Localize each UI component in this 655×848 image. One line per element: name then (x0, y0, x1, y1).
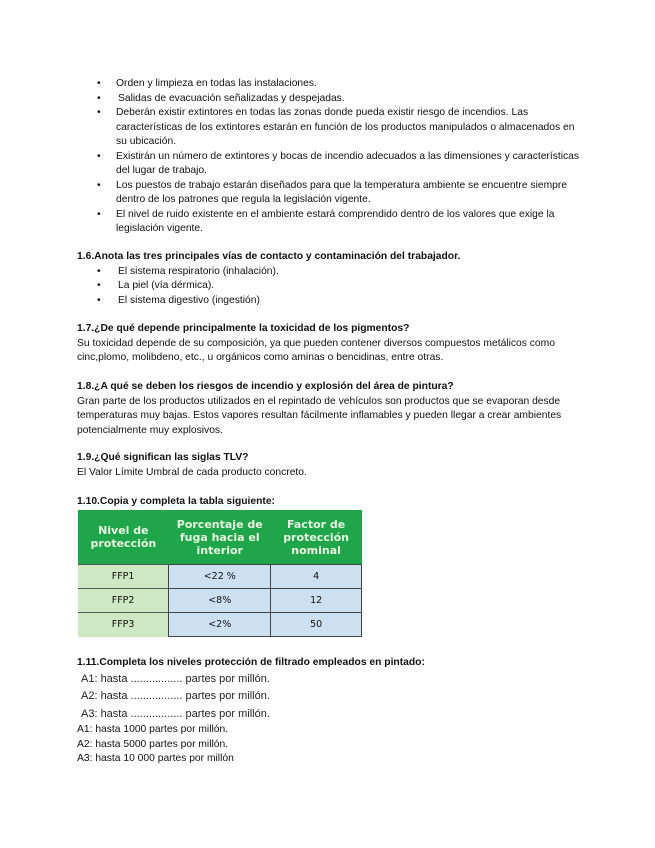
table-cell: FFP3 (78, 613, 169, 637)
section-1-7 (77, 322, 587, 366)
table-header: Porcentaje de fuga hacia el interior (169, 510, 271, 565)
table-cell: 12 (271, 589, 362, 613)
section-1-11 (77, 656, 587, 767)
prompt-line: A3: hasta ................. partes por millón. (81, 707, 270, 720)
section-1-9 (77, 451, 587, 480)
table-cell: <8% (169, 589, 271, 613)
table-cell: <22 % (169, 565, 271, 589)
answer-line: A1: hasta 1000 partes por millón. (77, 724, 229, 735)
list-item: • El sistema respiratorio (inhalación). (77, 265, 587, 280)
list-item: • Orden y limpieza en todas las instalaciones. (77, 77, 587, 92)
bullet-list-safety (77, 77, 587, 237)
list-item: • Deberán existir extintores en todas las zonas donde pueda existir riesgo de incendios. Las características de los extintores estarán en función de los productos manipulados o almacenados en su ubicación. (77, 106, 587, 150)
list-item: • El nivel de ruido existente en el ambiente estará comprendido dentro de los valores que exige la legislación vigente. (77, 208, 587, 237)
list-item: • Los puestos de trabajo estarán diseñados para que la temperatura ambiente se encuentre siempre dentro de los patrones que regula la legislación vigente. (77, 179, 587, 208)
prompt-line: A1: hasta ................. partes por millón. (81, 672, 270, 685)
table-cell: 50 (271, 613, 362, 637)
table-cell: FFP2 (78, 589, 169, 613)
protection-table (78, 510, 362, 637)
section-heading: 1.6.Anota las tres principales vías de contacto y contaminación del trabajador. (77, 251, 461, 262)
table-header: Factor de protección nominal (271, 510, 362, 565)
answer-line: A3: hasta 10 000 partes por millón (77, 753, 234, 764)
prompt-line: A2: hasta ................. partes por millón. (81, 690, 270, 702)
section-1-10 (77, 495, 587, 510)
section-heading: 1.11.Completa los niveles protección de filtrado empleados en pintado: (77, 657, 425, 668)
table-header: Nivel de protección (78, 510, 169, 565)
table-cell: 4 (271, 565, 362, 589)
list-item: • El sistema digestivo (ingestión) (77, 294, 587, 309)
section-heading: 1.8.¿A qué se deben los riesgos de incendio y explosión del área de pintura? (77, 381, 454, 392)
list-item: • Existirán un número de extintores y bocas de incendio adecuados a las dimensiones y características del lugar de trabajo. (77, 150, 587, 179)
list-item: • Salidas de evacuación señalizadas y despejadas. (77, 92, 587, 107)
section-1-8 (77, 380, 587, 438)
table-cell: FFP1 (78, 565, 169, 589)
table-row (78, 613, 362, 637)
answer-line: A2: hasta 5000 partes por millón. (77, 738, 229, 750)
section-heading: 1.7.¿De qué depende principalmente la toxicidad de los pigmentos? (77, 323, 410, 334)
table-cell: <2% (169, 613, 271, 637)
section-heading: 1.10.Copia y completa la tabla siguiente: (77, 496, 275, 507)
section-heading: 1.9.¿Qué significan las siglas TLV? (77, 452, 249, 463)
section-answer: El Valor Límite Umbral de cada producto concreto. (77, 466, 307, 478)
section-1-6 (77, 250, 587, 308)
section-answer: Su toxicidad depende de su composición, ya que pueden contener diversos compuestos metálicos como cinc,plomo, molibdeno, etc., u orgánicos como aminas o bencidinas, entre otras. (77, 337, 555, 363)
table-row (78, 589, 362, 613)
table-row (78, 565, 362, 589)
list-item: • La piel (vía dérmica). (77, 279, 587, 294)
section-answer: Gran parte de los productos utilizados en el repintado de vehículos son productos que se evaporan desde temperaturas muy bajas. Estos vapores resultan fácilmente inflamables y pueden llegar a crear ambientes potencialmente muy explosivos. (77, 395, 562, 436)
